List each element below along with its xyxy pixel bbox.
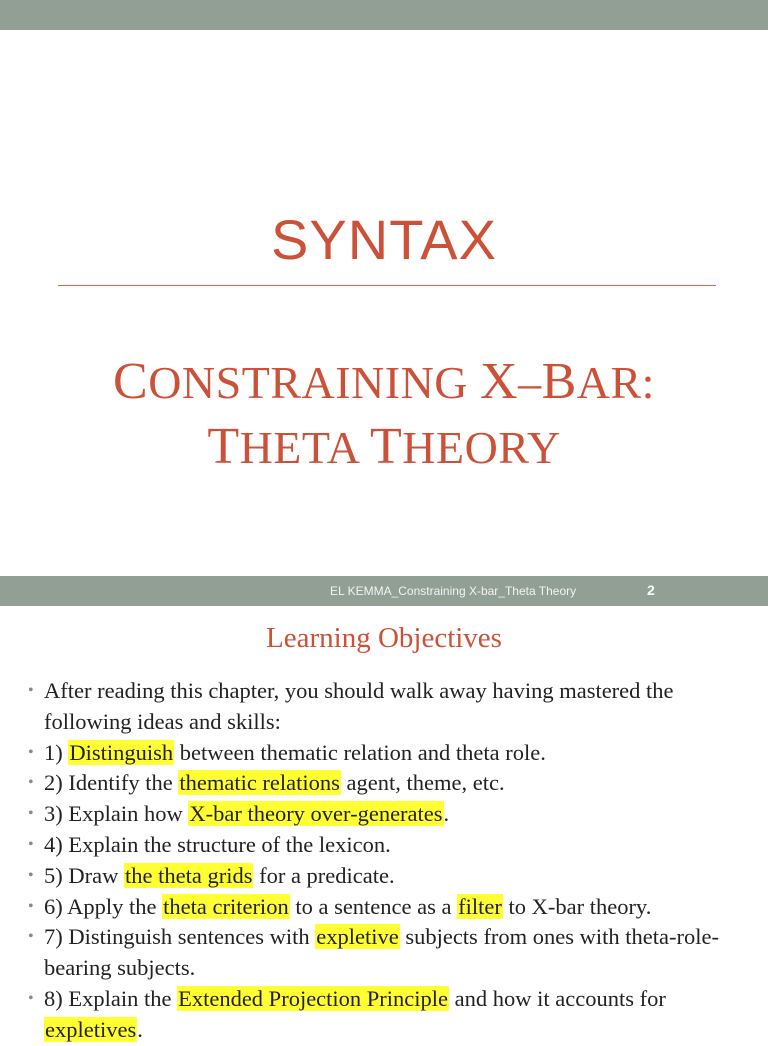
title-slide	[0, 30, 768, 576]
page-number: 2	[647, 582, 655, 598]
list-item: • 8) Explain the Extended Projection Principle and how it accounts for expletives.	[28, 985, 666, 1042]
subtitle-char: B	[541, 353, 577, 410]
bullet-icon: •	[28, 743, 34, 761]
subtitle-line-2	[0, 415, 768, 480]
slide-footer	[0, 576, 768, 606]
title-divider	[58, 285, 716, 286]
bullet-icon: •	[28, 805, 34, 823]
bullet-icon: •	[28, 835, 34, 853]
subtitle-char: T	[370, 418, 403, 475]
highlighted-text: expletives	[45, 1016, 137, 1042]
list-item: • 3) Explain how X-bar theory over-generates.	[28, 799, 748, 830]
subtitle-char: C	[113, 353, 149, 410]
bullet-icon: •	[28, 866, 34, 884]
list-item: • 2) Identify the thematic relations agent, theme, etc.	[28, 768, 748, 799]
objectives-slide	[0, 606, 768, 1042]
highlighted-text: X-bar theory over-generates	[189, 801, 443, 827]
subtitle-text: –	[518, 357, 542, 408]
bullet-icon: •	[28, 989, 34, 1007]
list-item: • 6) Apply the theta criterion to a sentence as a filter to X-bar theory.	[28, 892, 748, 923]
list-item: • 4) Explain the structure of the lexicon.	[28, 830, 748, 861]
slide-title: SYNTAX	[271, 208, 497, 271]
subtitle-text: ONSTRAINING	[148, 357, 481, 408]
subtitle-text: AR:	[576, 357, 655, 408]
subtitle-text: HEORY	[402, 422, 561, 473]
slide-subtitle	[0, 350, 768, 480]
highlighted-text: the theta grids	[124, 862, 253, 888]
highlighted-text: theta criterion	[163, 893, 289, 919]
highlighted-text: filter	[458, 893, 502, 919]
list-item: • 7) Distinguish sentences with expletive subjects from ones with theta-role-bearing subjects.	[28, 924, 719, 981]
bullet-icon: •	[28, 928, 34, 946]
highlighted-text: thematic relations	[179, 770, 340, 796]
objectives-list	[28, 676, 748, 1046]
highlighted-text: Distinguish	[69, 739, 174, 765]
subtitle-text: HETA	[239, 422, 370, 473]
highlighted-text: expletive	[316, 924, 399, 950]
highlighted-text: Extended Projection Principle	[178, 985, 449, 1011]
list-item: • 1) Distinguish between thematic relation and theta role.	[28, 738, 748, 769]
subtitle-char: X	[480, 353, 519, 410]
subtitle-char: T	[207, 418, 240, 475]
top-bar	[0, 0, 768, 30]
bullet-icon: •	[28, 897, 34, 915]
list-item: • 5) Draw the theta grids for a predicate.	[28, 861, 748, 892]
list-item: • After reading this chapter, you should walk away having mastered the following ideas and skills:	[28, 678, 674, 734]
bullet-icon: •	[28, 774, 34, 792]
subtitle-line-1	[0, 350, 768, 415]
bullet-icon: •	[28, 682, 34, 699]
objectives-heading: Learning Objectives	[266, 622, 502, 654]
footer-text: EL KEMMA_Constraining X-bar_Theta Theory	[330, 584, 577, 598]
